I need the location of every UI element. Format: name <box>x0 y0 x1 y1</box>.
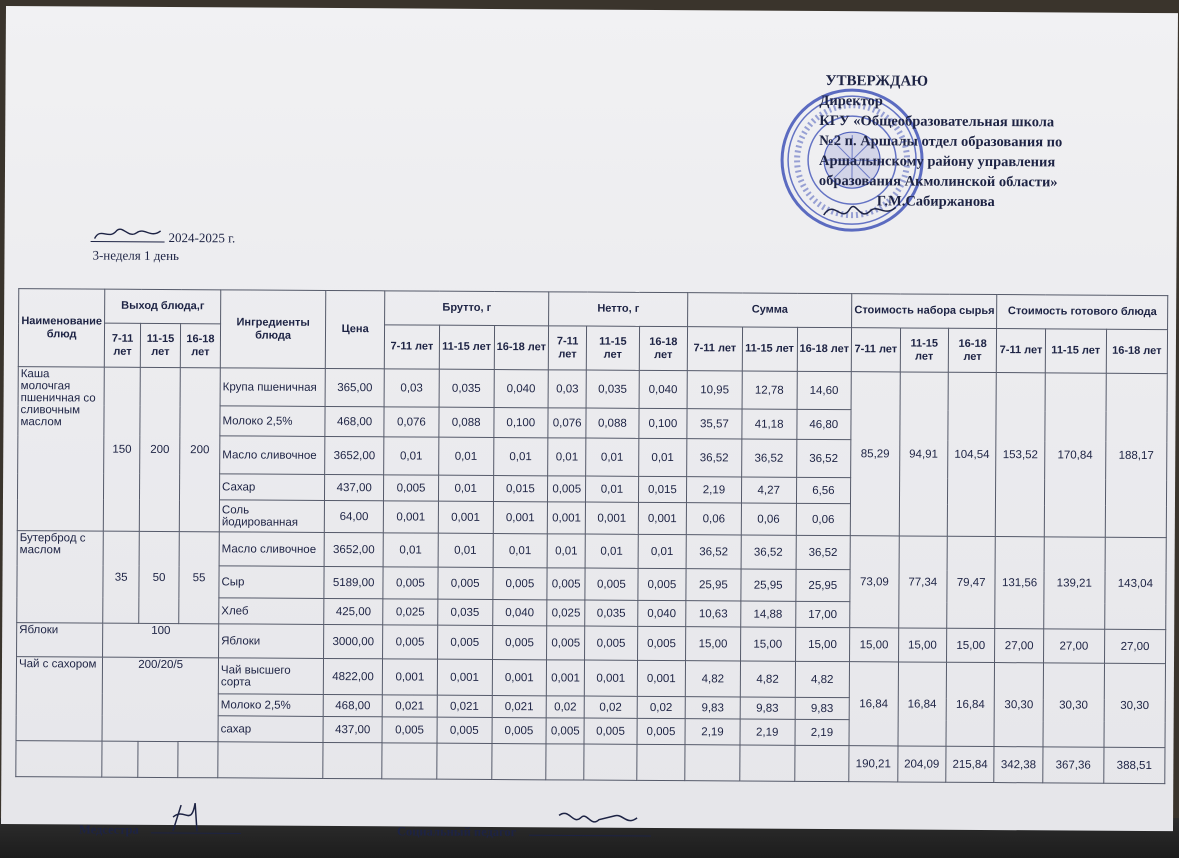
header-ingredients: Ингредиенты блюда <box>220 290 326 369</box>
ingredient-brutto: 0,001 <box>438 501 493 533</box>
age-group-header: 16-18 лет <box>797 327 852 371</box>
ingredient-sum: 2,19 <box>794 719 849 745</box>
empty-cell <box>740 745 795 781</box>
ingredient-sum: 36,52 <box>741 439 796 477</box>
ingredient-netto: 0,076 <box>548 408 586 438</box>
total-ready-cost: 388,51 <box>1104 747 1165 783</box>
age-group-header: 11-15 лет <box>900 328 949 372</box>
ingredient-sum: 9,83 <box>795 697 850 719</box>
ingredient-netto: 0,01 <box>548 438 586 476</box>
age-group-header: 11-15 лет <box>140 323 180 367</box>
ready-cost-value: 30,30 <box>1104 663 1166 747</box>
ingredient-name: Хлеб <box>219 598 324 625</box>
raw-cost-value: 77,34 <box>898 536 947 628</box>
ingredient-brutto: 0,005 <box>383 625 438 659</box>
raw-cost-value: 16,84 <box>849 662 898 746</box>
nurse-signature <box>151 797 243 838</box>
age-group-header: 7-11 лет <box>997 329 1046 373</box>
date-block <box>92 229 235 266</box>
director-name: Г.М.Сабиржанова <box>876 193 995 211</box>
ingredient-name: Крупа пшеничная <box>220 368 325 407</box>
ingredient-netto: 0,005 <box>546 718 584 744</box>
ingredient-sum: 9,83 <box>685 697 740 719</box>
ingredient-name: Молоко 2,5% <box>218 694 323 717</box>
ingredient-brutto: 0,005 <box>384 475 439 501</box>
ingredient-sum: 15,00 <box>795 627 850 661</box>
ingredient-netto: 0,01 <box>638 534 687 568</box>
raw-cost-value: 15,00 <box>947 628 996 662</box>
ingredient-brutto: 0,035 <box>439 369 494 407</box>
age-group-header: 11-15 лет <box>586 326 639 370</box>
nurse-label: Медсестра <box>78 822 139 837</box>
ingredient-netto: 0,005 <box>637 718 686 744</box>
total-raw-cost: 215,84 <box>946 746 995 782</box>
ingredient-price: 468,00 <box>325 406 384 436</box>
total-raw-cost: 190,21 <box>849 746 898 782</box>
ingredient-price: 4822,00 <box>324 658 383 694</box>
ingredient-netto: 0,01 <box>547 534 585 568</box>
ready-cost-value: 30,30 <box>1043 663 1105 747</box>
ingredient-price: 437,00 <box>323 716 382 742</box>
ingredient-price: 468,00 <box>323 694 382 716</box>
ingredient-sum: 10,95 <box>687 371 742 409</box>
age-group-header: 7-11 лет <box>852 328 901 372</box>
week-day: 3-неделя 1 день <box>92 247 180 264</box>
ingredient-sum: 14,60 <box>797 371 852 409</box>
approval-line: №2 п. Аршалы отдел образования по <box>819 132 1063 151</box>
ingredient-netto: 0,001 <box>637 660 686 696</box>
ingredient-netto: 0,088 <box>586 408 639 438</box>
ingredient-netto: 0,01 <box>638 438 687 476</box>
ingredient-sum: 0,06 <box>686 503 741 535</box>
ingredient-sum: 4,82 <box>740 661 795 697</box>
ingredient-netto: 0,03 <box>548 370 586 408</box>
ingredient-sum: 41,18 <box>742 409 797 439</box>
empty-cell <box>178 742 218 778</box>
age-group-header: 16-18 лет <box>639 326 688 370</box>
header-sum: Сумма <box>688 293 852 328</box>
approval-line: Аршалынскому району управления <box>819 152 1056 171</box>
age-group-header: 16-18 лет <box>494 325 549 369</box>
empty-cell <box>138 741 178 777</box>
header-raw-cost: Стоимость набора сырья <box>852 294 997 329</box>
ingredient-netto: 0,001 <box>548 502 586 534</box>
empty-cell <box>102 741 138 777</box>
empty-cell <box>685 745 740 781</box>
ingredient-brutto: 0,076 <box>384 407 439 437</box>
header-netto: Нетто, г <box>549 292 688 327</box>
ingredient-brutto: 0,01 <box>383 533 438 567</box>
ingredient-price: 5189,00 <box>324 566 383 598</box>
ingredient-netto: 0,035 <box>586 370 639 408</box>
ingredient-netto: 0,01 <box>586 476 639 502</box>
ingredient-sum: 9,83 <box>740 697 795 719</box>
ingredient-brutto: 0,01 <box>438 475 493 501</box>
header-brutto: Брутто, г <box>385 291 549 326</box>
ingredient-brutto: 0,005 <box>383 567 438 599</box>
ingredient-brutto: 0,005 <box>382 717 437 743</box>
ingredient-sum: 0,06 <box>741 503 796 535</box>
empty-cell <box>546 744 584 780</box>
ingredient-sum: 12,78 <box>742 371 797 409</box>
ready-cost-value: 27,00 <box>1043 629 1104 663</box>
ingredient-netto: 0,005 <box>547 626 585 660</box>
header-dish-name: Наименование блюд <box>18 289 105 368</box>
ingredient-brutto: 0,01 <box>493 437 548 475</box>
ingredient-netto: 0,040 <box>637 600 686 626</box>
raw-cost-value: 16,84 <box>946 662 995 746</box>
ingredient-brutto: 0,100 <box>493 407 548 437</box>
ingredient-sum: 36,52 <box>796 439 851 477</box>
dish-output: 150 <box>104 367 141 531</box>
ingredient-name: Соль йодированная <box>219 500 324 533</box>
ingredient-netto: 0,01 <box>585 534 638 568</box>
empty-cell <box>323 742 382 778</box>
ingredient-price: 425,00 <box>324 598 383 624</box>
ingredient-brutto: 0,005 <box>437 717 492 743</box>
ingredient-brutto: 0,025 <box>383 599 438 625</box>
ingredient-sum: 25,95 <box>686 569 741 601</box>
header-ready-cost: Стоимость готового блюда <box>997 295 1168 330</box>
ingredient-netto: 0,02 <box>584 696 637 718</box>
ready-cost-value: 131,56 <box>995 537 1044 629</box>
age-group-header: 16-18 лет <box>180 324 220 368</box>
dish-output: 55 <box>179 532 220 624</box>
approval-line: образования Акмолинской области» <box>818 172 1058 191</box>
raw-cost-value: 85,29 <box>850 372 899 536</box>
header-output: Выход блюда,г <box>105 289 221 324</box>
dish-name: Каша молочгая пшеничная со сливочным маслом <box>17 367 104 532</box>
header-price: Цена <box>325 290 384 368</box>
ingredient-name: Масло сливочное <box>219 532 324 567</box>
ingredient-brutto: 0,021 <box>492 695 547 717</box>
ingredient-netto: 0,005 <box>585 568 638 600</box>
ingredient-netto: 0,001 <box>547 660 585 696</box>
ingredient-brutto: 0,001 <box>493 501 548 533</box>
ingredient-brutto: 0,03 <box>384 369 439 407</box>
ingredient-netto: 0,02 <box>637 696 686 718</box>
ingredient-netto: 0,02 <box>546 696 584 718</box>
ingredient-sum: 6,56 <box>796 477 851 503</box>
ingredient-sum: 36,52 <box>687 439 742 477</box>
ingredient-netto: 0,005 <box>547 568 585 600</box>
handwritten-month-signature <box>91 223 167 245</box>
ingredient-sum: 25,95 <box>741 569 796 601</box>
ingredient-netto: 0,015 <box>638 476 687 502</box>
menu-cost-table <box>15 288 1168 784</box>
ingredient-netto: 0,005 <box>585 626 638 660</box>
ingredient-netto: 0,01 <box>586 438 639 476</box>
ingredient-brutto: 0,005 <box>492 625 547 659</box>
ready-cost-value: 188,17 <box>1105 373 1167 537</box>
ingredient-name: Молоко 2,5% <box>220 406 325 437</box>
ingredient-brutto: 0,01 <box>384 437 439 475</box>
empty-cell <box>491 743 546 779</box>
ready-cost-value: 153,52 <box>996 373 1045 537</box>
dish-name: Чай с сахором <box>16 657 103 742</box>
ingredient-netto: 0,001 <box>584 660 637 696</box>
ingredient-brutto: 0,005 <box>492 567 547 599</box>
ingredient-brutto: 0,040 <box>492 599 547 625</box>
ingredient-brutto: 0,01 <box>438 437 493 475</box>
table-row <box>18 367 1167 412</box>
ingredient-name: Сахар <box>219 474 324 501</box>
ingredient-brutto: 0,005 <box>438 567 493 599</box>
ready-cost-value: 27,00 <box>995 629 1044 663</box>
ingredient-netto: 0,025 <box>547 600 585 626</box>
ingredient-sum: 36,52 <box>796 535 851 569</box>
ingredient-price: 64,00 <box>324 500 383 532</box>
age-group-header: 7-11 лет <box>549 326 587 370</box>
ingredient-netto: 0,005 <box>638 568 687 600</box>
ingredient-brutto: 0,001 <box>382 659 437 695</box>
ingredient-sum: 35,57 <box>687 409 742 439</box>
age-group-header: 7-11 лет <box>384 325 439 369</box>
ingredient-netto: 0,040 <box>639 370 688 408</box>
ingredient-price: 437,00 <box>325 474 384 500</box>
ready-cost-value: 143,04 <box>1105 537 1167 629</box>
approval-block <box>819 71 1063 212</box>
empty-cell <box>16 741 102 778</box>
dish-name: Бутерброд с маслом <box>17 531 104 624</box>
ingredient-sum: 15,00 <box>686 627 741 661</box>
ingredient-brutto: 0,005 <box>492 717 547 743</box>
ingredient-sum: 4,27 <box>741 477 796 503</box>
raw-cost-value: 15,00 <box>850 628 899 662</box>
dish-output: 200/20/5 <box>102 657 218 742</box>
ingredient-sum: 10,63 <box>686 601 741 627</box>
ingredient-name: Яблоки <box>219 624 324 659</box>
ingredient-price: 3652,00 <box>324 532 383 566</box>
empty-cell <box>794 745 849 781</box>
ingredient-netto: 0,005 <box>584 718 637 744</box>
ingredient-name: Сыр <box>219 566 324 599</box>
school-year: 2024-2025 г. <box>168 229 236 246</box>
age-group-header: 16-18 лет <box>948 328 997 372</box>
age-group-header: 7-11 лет <box>105 323 141 367</box>
approval-title: УТВЕРЖДАЮ <box>825 73 929 90</box>
empty-cell <box>382 743 437 779</box>
empty-cell <box>218 742 323 779</box>
ingredient-name: Масло сливочное <box>220 436 325 475</box>
ready-cost-value: 27,00 <box>1104 629 1165 663</box>
ingredient-sum: 2,19 <box>687 477 742 503</box>
ingredient-name: сахар <box>218 716 323 743</box>
ingredient-name: Чай высшего сорта <box>218 658 323 695</box>
ingredient-sum: 25,95 <box>795 569 850 601</box>
raw-cost-value: 79,47 <box>947 536 996 628</box>
ingredient-brutto: 0,005 <box>437 625 492 659</box>
total-raw-cost: 204,09 <box>897 746 946 782</box>
age-group-header: 11-15 лет <box>1045 329 1106 373</box>
ingredient-sum: 36,52 <box>686 535 741 569</box>
age-group-header: 11-15 лет <box>742 327 797 371</box>
dish-name: Яблоки <box>17 623 103 658</box>
ingredient-netto: 0,035 <box>585 600 638 626</box>
ingredient-netto: 0,100 <box>639 408 688 438</box>
ready-cost-value: 170,84 <box>1044 373 1106 537</box>
table-row <box>16 657 1165 700</box>
ingredient-sum: 4,82 <box>795 661 850 697</box>
ingredient-brutto: 0,088 <box>439 407 494 437</box>
ingredient-sum: 46,80 <box>796 409 851 439</box>
empty-cell <box>437 743 492 779</box>
dish-output: 100 <box>103 623 219 658</box>
empty-cell <box>636 744 685 780</box>
age-group-header: 16-18 лет <box>1106 329 1167 373</box>
dish-output: 200 <box>179 368 220 532</box>
social-pedagogue-label: Социальный педагог <box>396 824 517 840</box>
ready-cost-value: 139,21 <box>1044 537 1106 629</box>
ingredient-brutto: 0,001 <box>383 501 438 533</box>
ingredient-brutto: 0,015 <box>493 475 548 501</box>
raw-cost-value: 94,91 <box>899 372 948 536</box>
raw-cost-value: 104,54 <box>947 372 996 536</box>
total-ready-cost: 367,36 <box>1043 747 1104 783</box>
age-group-header: 11-15 лет <box>439 325 494 369</box>
table-row <box>17 531 1166 572</box>
ingredient-sum: 0,06 <box>796 503 851 535</box>
director-signature <box>820 193 900 227</box>
document-page <box>1 6 1178 840</box>
ingredient-brutto: 0,01 <box>493 533 548 567</box>
ingredient-sum: 15,00 <box>740 627 795 661</box>
age-group-header: 7-11 лет <box>687 327 742 371</box>
ingredient-sum: 2,19 <box>740 719 795 745</box>
ingredient-brutto: 0,001 <box>437 659 492 695</box>
ingredient-brutto: 0,021 <box>382 695 437 717</box>
total-ready-cost: 342,38 <box>994 747 1043 783</box>
raw-cost-value: 73,09 <box>850 536 899 628</box>
ingredient-netto: 0,005 <box>548 476 586 502</box>
ingredient-netto: 0,005 <box>637 626 686 660</box>
approval-line: КГУ «Общеобразовательная школа <box>819 112 1055 131</box>
empty-cell <box>584 744 637 780</box>
dish-output: 50 <box>139 531 180 623</box>
ingredient-price: 3652,00 <box>325 436 384 474</box>
ingredient-price: 365,00 <box>325 368 384 406</box>
ingredient-brutto: 0,001 <box>492 659 547 695</box>
ingredient-sum: 2,19 <box>685 719 740 745</box>
ingredient-brutto: 0,021 <box>437 695 492 717</box>
ingredient-netto: 0,001 <box>638 502 687 534</box>
ingredient-brutto: 0,035 <box>438 599 493 625</box>
ingredient-price: 3000,00 <box>324 624 383 658</box>
ingredient-sum: 36,52 <box>741 535 796 569</box>
dish-output: 35 <box>103 531 139 623</box>
ready-cost-value: 30,30 <box>994 663 1043 747</box>
approval-line: Директор <box>819 92 883 110</box>
ingredient-sum: 14,88 <box>741 601 796 627</box>
ingredient-sum: 4,82 <box>685 661 740 697</box>
ingredient-brutto: 0,040 <box>494 369 549 407</box>
raw-cost-value: 15,00 <box>898 628 947 662</box>
raw-cost-value: 16,84 <box>898 662 947 746</box>
ingredient-brutto: 0,01 <box>438 533 493 567</box>
ingredient-netto: 0,001 <box>585 502 638 534</box>
social-pedagogue-signature <box>529 805 653 840</box>
totals-row <box>16 741 1165 784</box>
ingredient-sum: 17,00 <box>795 601 850 627</box>
dish-output: 200 <box>139 367 180 531</box>
